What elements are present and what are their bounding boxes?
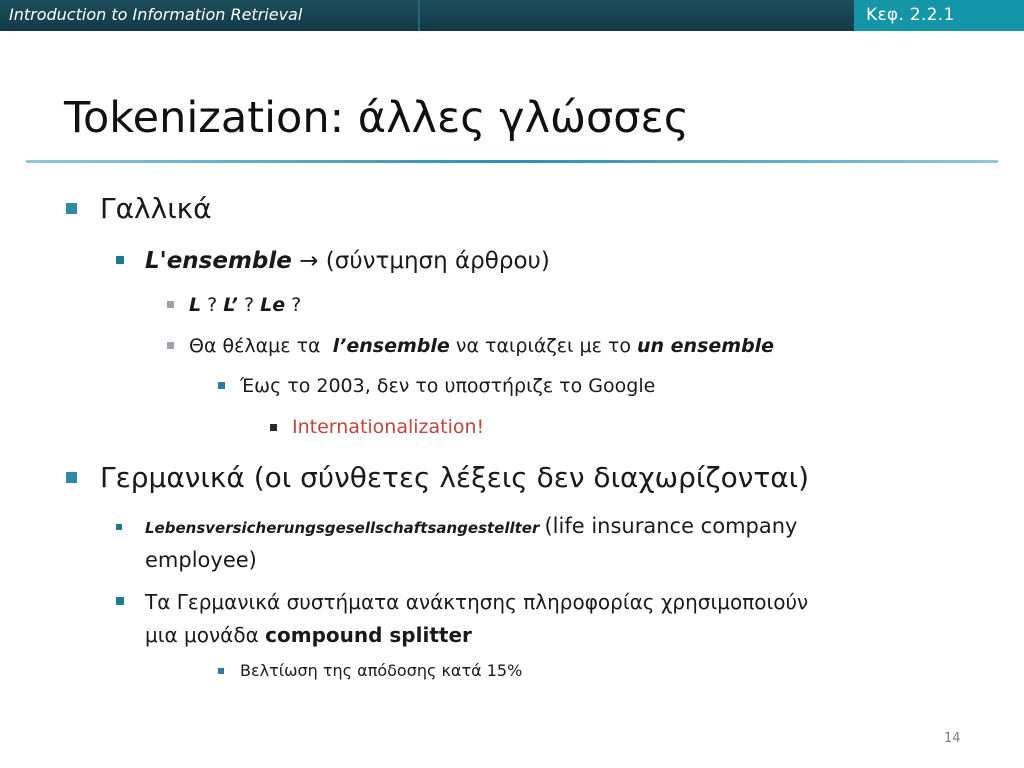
bullet-square-icon — [167, 342, 174, 349]
page-number: 14 — [944, 731, 961, 746]
text-mid: να ταιριάζει με το — [455, 335, 631, 357]
bullet-text: Βελτίωση της απόδοσης κατά 15% — [240, 661, 523, 680]
bullet-text: Τα Γερμανικά συστήματα ανάκτησης πληροφορίας χρησιμοποιούν — [145, 590, 809, 614]
german-word-gloss-continued: employee) — [145, 548, 257, 572]
question-mark: ? — [207, 294, 218, 316]
term-lensemble: L'ensemble — [145, 248, 292, 274]
bullet-square-icon — [116, 597, 124, 605]
text-prefix: μια μονάδα — [145, 623, 259, 647]
bullet-text — [145, 248, 550, 274]
variant-l: L — [189, 294, 202, 316]
bullet-text-continued — [145, 623, 472, 647]
course-title: Introduction to Information Retrieval — [9, 5, 303, 24]
variant-le: Le — [260, 294, 286, 316]
bullet-text: Internationalization! — [292, 416, 485, 438]
german-word-gloss: (life insurance company — [544, 514, 798, 538]
question-mark: ? — [243, 294, 255, 316]
term-lensemble-lower: l’ensemble — [332, 335, 450, 357]
course-title-box — [0, 0, 420, 31]
question-mark: ? — [291, 294, 302, 316]
bullet-text — [189, 335, 774, 357]
slide-title: Tokenization: άλλες γλώσσες — [64, 93, 690, 143]
lensemble-note: (σύντμηση άρθρου) — [325, 248, 550, 274]
bullet-square-icon — [116, 256, 124, 264]
text-prefix: Θα θέλαμε τα — [189, 335, 321, 357]
variant-l-apostrophe: L’ — [223, 294, 238, 316]
term-un-ensemble: un ensemble — [637, 335, 775, 357]
bullet-text: Γαλλικά — [100, 192, 212, 225]
bullet-square-icon — [167, 301, 174, 308]
bullet-text — [189, 294, 301, 316]
right-arrow-icon: → — [299, 248, 319, 274]
bullet-square-icon — [66, 472, 77, 483]
bullet-square-icon — [218, 668, 224, 674]
term-compound-splitter: compound splitter — [265, 623, 472, 647]
bullet-square-icon — [218, 382, 225, 389]
bullet-square-icon — [116, 524, 122, 530]
chapter-box — [854, 0, 1024, 31]
bullet-text: Γερμανικά (οι σύνθετες λέξεις δεν διαχωρίζονται) — [100, 461, 810, 494]
bullet-text: Έως το 2003, δεν το υποστήριζε το Google — [240, 375, 656, 397]
term-german-compound: Lebensversicherungsgesellschaftsangestellter — [145, 519, 540, 537]
bullet-square-icon — [270, 424, 277, 431]
title-divider — [26, 160, 998, 163]
bullet-text — [145, 514, 797, 538]
header-bar — [0, 0, 1024, 31]
chapter-ref: Κεφ. 2.2.1 — [866, 5, 955, 25]
bullet-square-icon — [66, 203, 77, 214]
